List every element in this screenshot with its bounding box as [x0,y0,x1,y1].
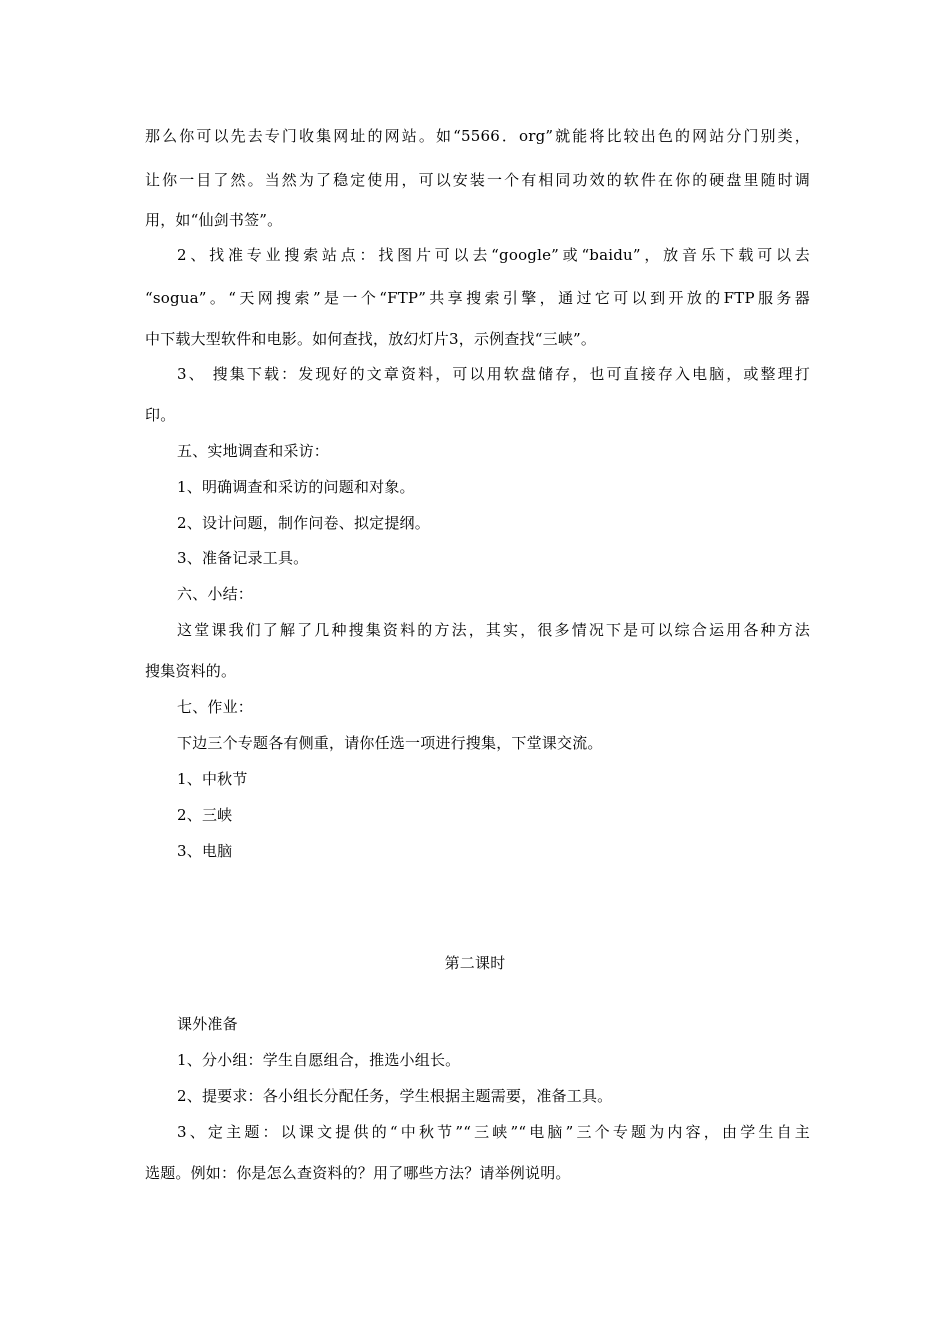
text-line: 下边三个专题各有侧重，请你任选一项进行搜集，下堂课交流。 [177,734,603,752]
text-line: 印。 [145,406,176,424]
text-line: 3、 搜集下载：发现好的文章资料，可以用软盘储存，也可直接存入电脑，或整理打 [177,365,810,383]
text-line: 这堂课我们了解了几种搜集资料的方法，其实，很多情况下是可以综合运用各种方法 [177,621,810,639]
list-item: 1、明确调查和采访的问题和对象。 [177,478,415,496]
text-line: 选题。例如：你是怎么查资料的？用了哪些方法？请举例说明。 [145,1164,571,1182]
text-line: 用，如“仙剑书签”。 [145,211,283,229]
list-item: 2、三峡 [177,806,233,824]
section-heading: 五、实地调查和采访： [177,442,330,460]
list-item: 3、准备记录工具。 [177,549,309,567]
list-item: 2、提要求：各小组长分配任务，学生根据主题需要，准备工具。 [177,1087,613,1105]
section-heading: 六、小结： [177,585,254,603]
text-line: “sogua”。“天网搜索”是一个“FTP”共享搜索引擎，通过它可以到开放的FTP服务器 [145,289,810,307]
section-title: 第二课时 [444,954,506,972]
section-heading: 七、作业： [177,698,254,716]
text-line: 搜集资料的。 [145,662,237,680]
section-heading: 课外准备 [177,1015,238,1033]
text-line: 2、找准专业搜索站点：找图片可以去“google”或“baidu”，放音乐下载可以去 [177,246,810,264]
list-item: 1、中秋节 [177,770,248,788]
list-item: 1、分小组：学生自愿组合，推选小组长。 [177,1051,461,1069]
list-item: 2、设计问题，制作问卷、拟定提纲。 [177,514,430,532]
list-item: 3、定主题：以课文提供的“中秋节”“三峡”“电脑”三个专题为内容，由学生自主 [177,1123,810,1141]
text-line: 中下载大型软件和电影。如何查找，放幻灯片3，示例查找“三峡”。 [145,330,597,348]
list-item: 3、电脑 [177,842,233,860]
text-line: 那么你可以先去专门收集网址的网站。如“5566．org”就能将比较出色的网站分门别类， [145,127,810,145]
text-line: 让你一目了然。当然为了稳定使用，可以安装一个有相同功效的软件在你的硬盘里随时调 [145,171,810,189]
